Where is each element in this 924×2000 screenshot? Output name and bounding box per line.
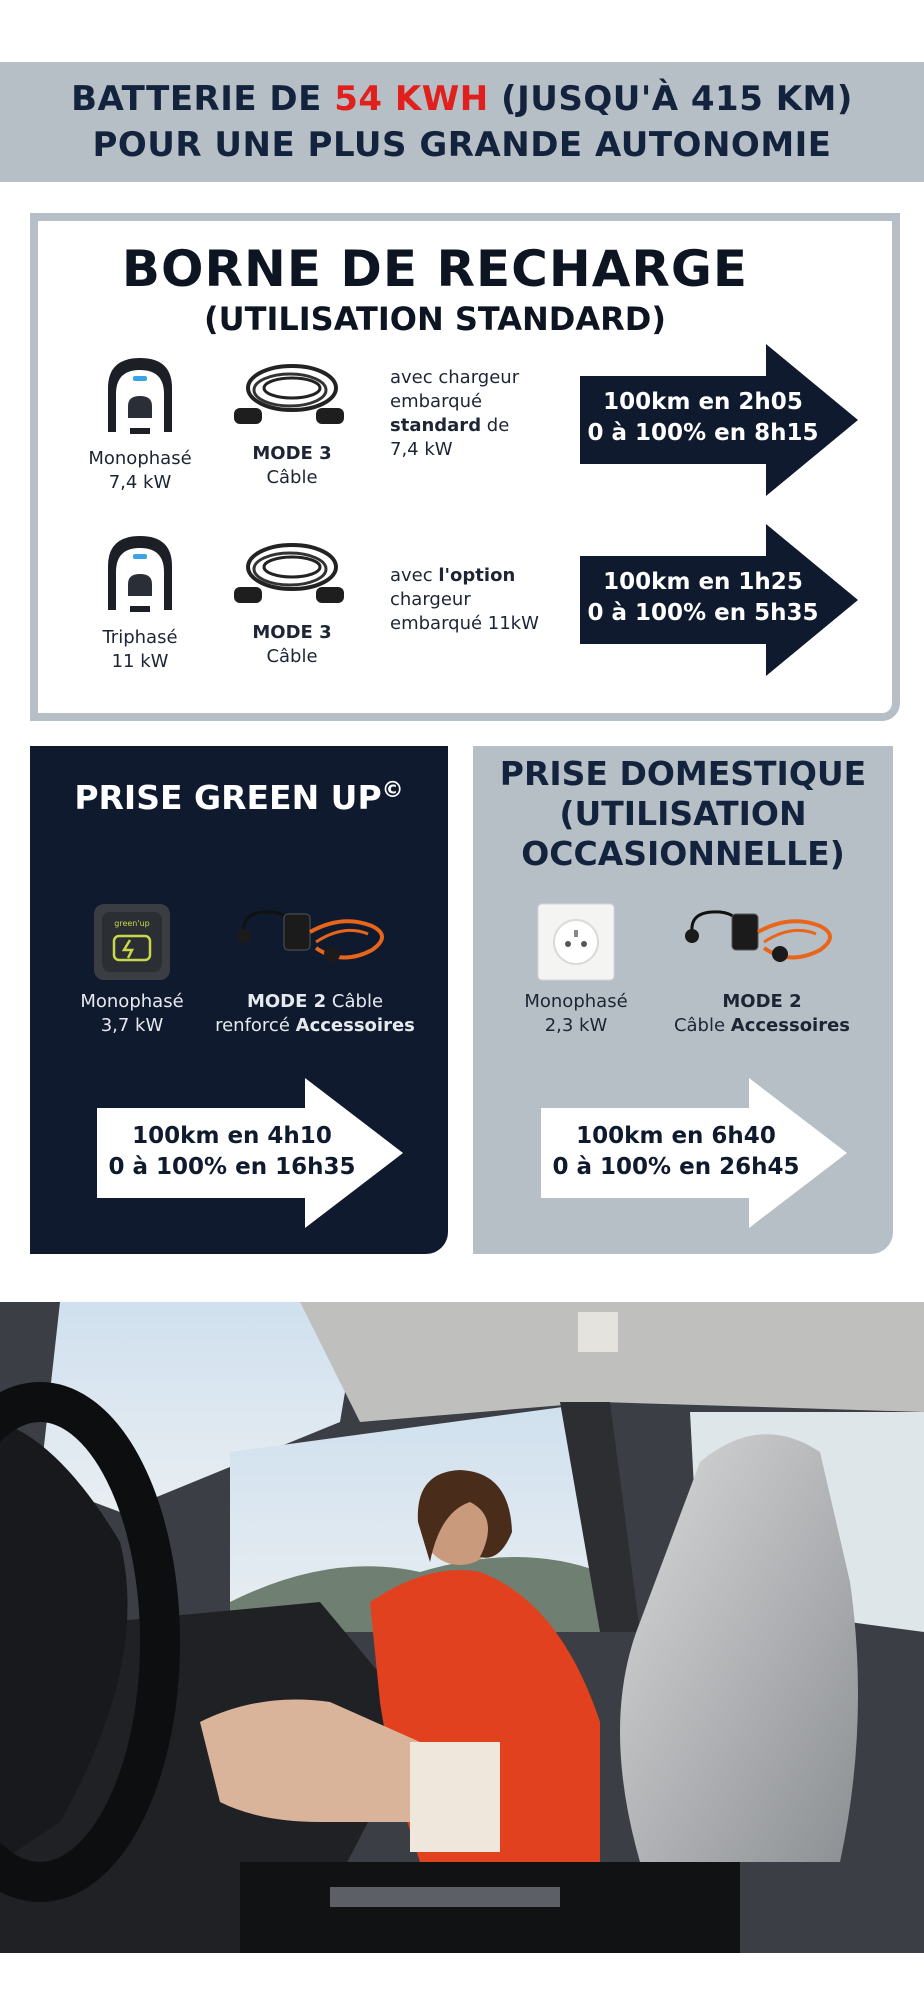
mode2-cable-icon: [680, 902, 844, 976]
banner-line-2: POUR UNE PLUS GRANDE AUTONOMIE: [92, 125, 832, 165]
domestic-title: PRISE DOMESTIQUE (UTILISATION OCCASIONNELLE): [499, 754, 867, 873]
station-2-caption: Triphasé 11 kW: [102, 627, 178, 672]
station-1-caption: Monophasé 7,4 kW: [88, 448, 192, 493]
mode2-cable-icon: [232, 902, 396, 976]
green-up-socket-icon: [92, 902, 172, 982]
domestic-cable-caption: MODE 2 Câble Accessoires: [673, 991, 851, 1036]
charger-2-description: avec l'option chargeur embarqué 11kW: [390, 565, 539, 634]
green-up-cable-caption: MODE 2 Câble renforcé Accessoires: [215, 991, 415, 1036]
green-up-title: PRISE GREEN UP©: [74, 778, 404, 817]
green-up-logo-text: green'up: [114, 919, 150, 928]
car-interior-illustration: [0, 1302, 924, 1953]
battery-capacity: 54 KWH: [334, 79, 489, 119]
borne-subtitle: (UTILISATION STANDARD): [204, 300, 666, 338]
battery-banner: [0, 62, 924, 182]
cable-2-caption: MODE 3 Câble: [252, 622, 332, 667]
borne-title: BORNE DE RECHARGE: [121, 240, 749, 298]
domestic-station-caption: Monophasé 2,3 kW: [524, 991, 628, 1036]
green-up-station-caption: Monophasé 3,7 kW: [80, 991, 184, 1036]
wallbox-icon: [100, 354, 180, 440]
banner-line-1: BATTERIE DE 54 KWH (JUSQU'À 415 KM): [71, 79, 853, 119]
green-up-charge-time: 100km en 4h10 0 à 100% en 16h35: [108, 1123, 356, 1180]
wallbox-icon: [100, 532, 180, 618]
cable-1-caption: MODE 3 Câble: [252, 443, 332, 488]
domestic-charge-time: 100km en 6h40 0 à 100% en 26h45: [552, 1123, 800, 1180]
cable-icon: [230, 356, 348, 432]
wall-socket-icon: [536, 902, 616, 982]
charger-1-description: avec chargeur embarqué standard de 7,4 kW: [390, 367, 520, 460]
cable-icon: [230, 535, 348, 611]
car-interior-photo: [0, 1302, 924, 1953]
charge-time-1: 100km en 2h05 0 à 100% en 8h15: [587, 389, 819, 446]
charge-time-2: 100km en 1h25 0 à 100% en 5h35: [587, 569, 819, 626]
